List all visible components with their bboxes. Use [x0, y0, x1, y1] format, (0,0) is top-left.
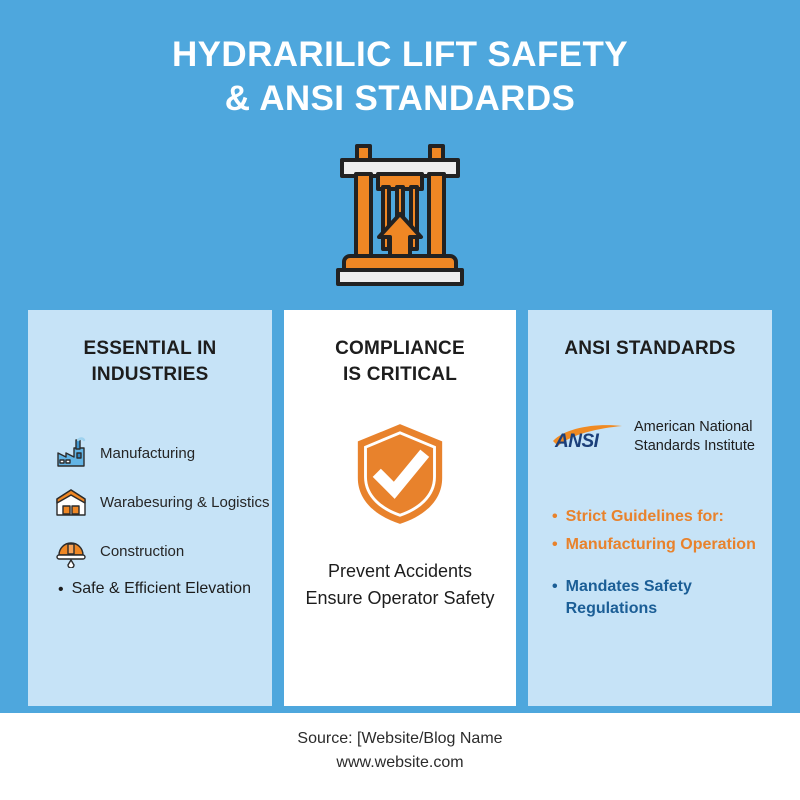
ansi-org-line-2: Standards Institute: [634, 438, 755, 454]
list-item: [54, 432, 264, 474]
footer-source: Source: [Website/Blog Name: [297, 730, 503, 747]
bullet-label: Manufacturing Operation: [565, 536, 756, 553]
footer-website: www.website.com: [336, 754, 464, 771]
list-item: [58, 580, 273, 600]
bullet-dot-icon: •: [552, 578, 558, 595]
ansi-logo-row: [552, 418, 756, 456]
card-title-line-1: ANSI STANDARDS: [564, 338, 736, 359]
title-line-2: & ANSI STANDARDS: [224, 79, 576, 118]
footer: [0, 727, 800, 775]
card-title-line-2: INDUSTRIES: [91, 364, 209, 385]
bullet-spacer: [552, 562, 760, 576]
warehouse-icon: [54, 485, 88, 519]
list-item-label: Construction: [100, 542, 185, 560]
card-ansi-standards: [528, 310, 772, 706]
title-line-1: HYDRARILIC LIFT SAFETY: [171, 35, 628, 74]
list-item-label: Manufacturing: [100, 444, 196, 462]
list-item: [552, 534, 760, 556]
bullet-dot-icon: •: [552, 508, 558, 525]
card-title-line-1: COMPLIANCE: [335, 338, 465, 359]
bullet-label: Strict Guidelines for:: [565, 508, 724, 525]
card-title: [544, 336, 756, 362]
bullet-dot-icon: •: [58, 581, 64, 598]
shield-check-icon: [284, 422, 516, 526]
list-item: [552, 506, 760, 528]
card-essential-in-industries: [28, 310, 272, 706]
bullet-label: Mandates Safety Regulations: [565, 578, 692, 617]
bullet-dot-icon: •: [552, 536, 558, 553]
factory-icon: [54, 436, 88, 470]
card-compliance-is-critical: [284, 310, 516, 706]
caption-line-1: Prevent Accidents: [327, 561, 473, 581]
industry-icon-list: [54, 432, 270, 579]
list-item: [552, 576, 760, 620]
card-title-line-2: IS CRITICAL: [342, 364, 458, 385]
bullet-label: Safe & Efficient Elevation: [71, 580, 251, 597]
card-row: [28, 310, 772, 706]
ansi-bullet-list: [552, 506, 760, 626]
ansi-logo: [552, 422, 624, 452]
page-title: [0, 33, 800, 121]
card-title-line-1: ESSENTIAL IN: [83, 338, 217, 359]
hard-hat-icon: [54, 534, 88, 568]
card-title: [44, 336, 256, 388]
hydraulic-lift-icon: [330, 140, 470, 290]
caption-line-2: Ensure Operator Safety: [305, 588, 495, 608]
svg-text:ANSI: ANSI: [555, 431, 599, 452]
card-title: [300, 336, 500, 388]
list-item: [54, 530, 264, 572]
compliance-caption: [284, 558, 516, 612]
ansi-org-line-1: American National: [634, 419, 753, 435]
industry-bullet-list: [58, 580, 273, 600]
list-item-label: Warabesuring & Logistics: [100, 493, 270, 511]
ansi-org-name: [634, 418, 755, 456]
list-item: [54, 481, 270, 523]
